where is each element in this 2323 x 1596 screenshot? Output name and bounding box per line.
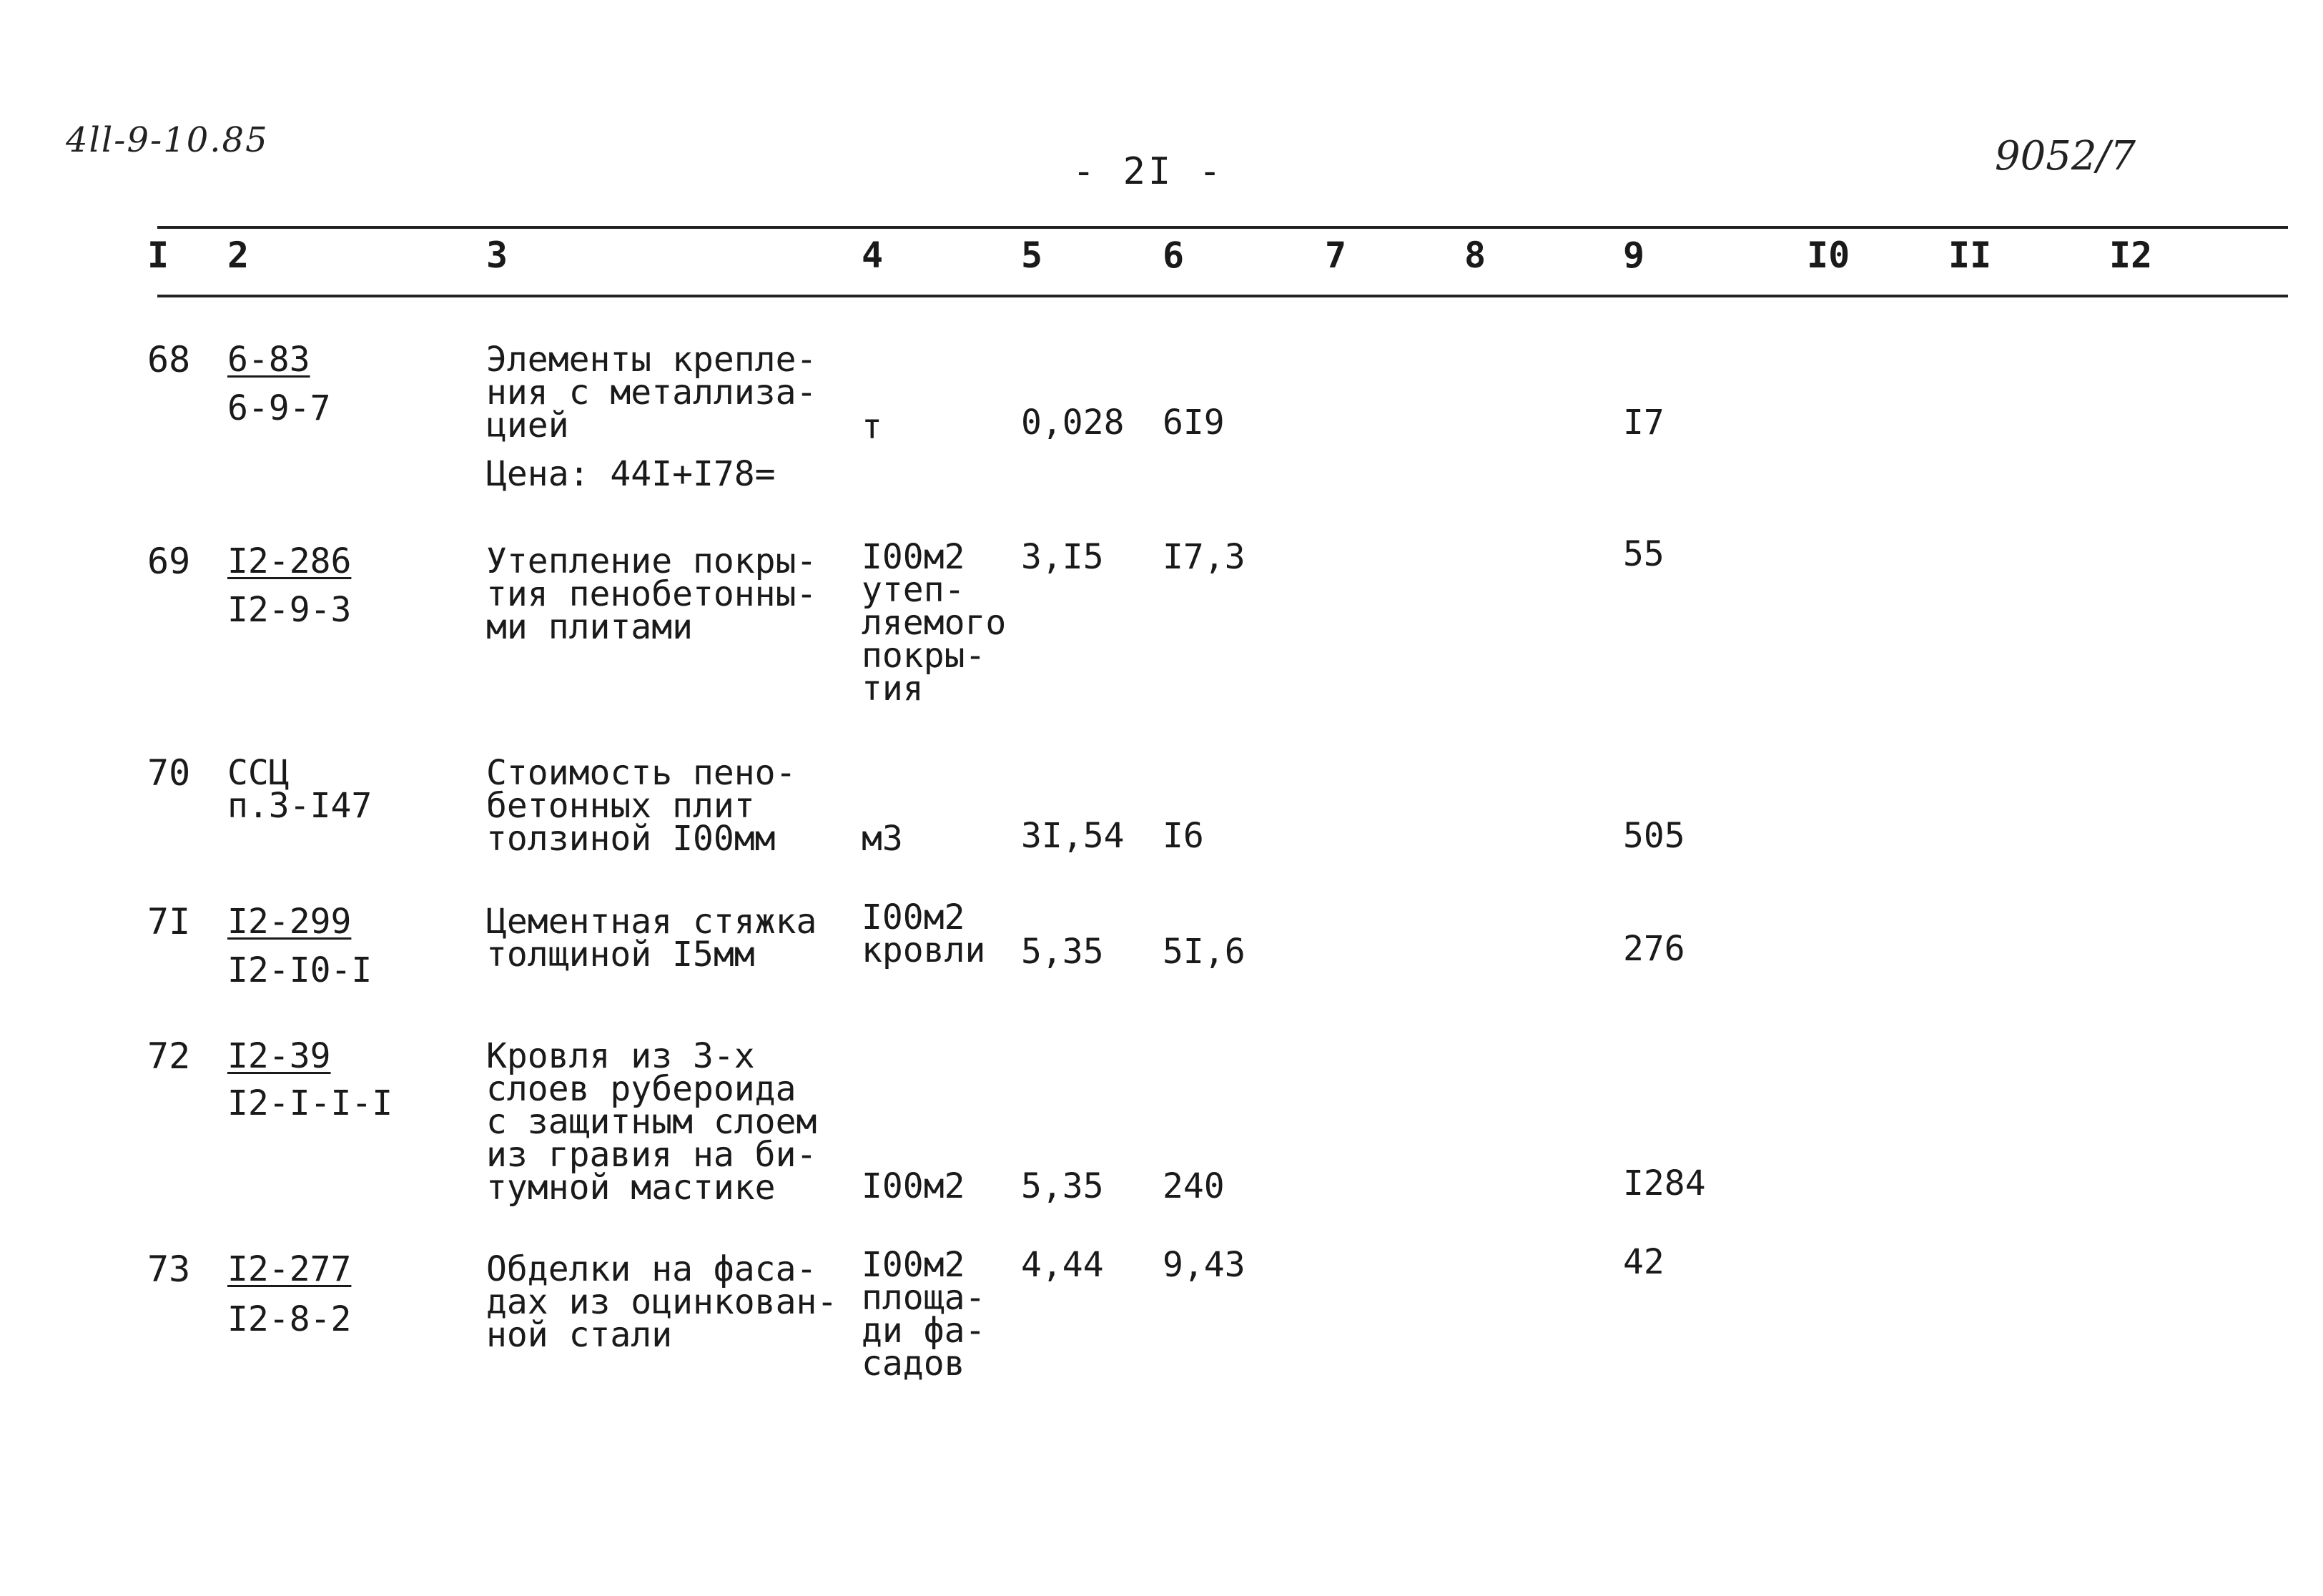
- row-unit: I00м2: [862, 1166, 965, 1206]
- column-header-3: 3: [486, 235, 508, 276]
- document-code: 4ll-9-10.85: [66, 120, 269, 160]
- column-header-1: I: [147, 235, 169, 276]
- row-number: 69: [147, 541, 191, 582]
- row-total: I7: [1623, 403, 1664, 443]
- row-number: 70: [147, 752, 191, 794]
- column-header-5: 5: [1021, 235, 1043, 276]
- row-unit-price: 6I9: [1163, 403, 1225, 443]
- row-code-bottom: I2-9-3: [227, 590, 352, 630]
- column-header-12: I2: [2109, 235, 2153, 276]
- row-description: Элементы крепле- ния с металлиза- цией: [486, 340, 817, 445]
- row-quantity: 0,028: [1021, 403, 1125, 443]
- row-description: Утепление покры- тия пенобетонны- ми плитами: [486, 541, 817, 647]
- row-quantity: 3I,54: [1021, 816, 1125, 856]
- row-quantity: 3,I5: [1021, 537, 1104, 577]
- column-header-7: 7: [1325, 235, 1347, 276]
- row-code-top: I2-39: [227, 1036, 331, 1076]
- row-quantity: 5,35: [1021, 1166, 1104, 1206]
- row-total: I284: [1623, 1163, 1706, 1203]
- table-top-rule: [157, 226, 2288, 229]
- row-code-top: ССЦ: [227, 753, 290, 793]
- row-unit: I00м2 площа- ди фа- садов: [862, 1245, 986, 1384]
- row-total: 505: [1623, 816, 1685, 856]
- row-code-bottom: I2-8-2: [227, 1299, 352, 1339]
- row-number: 72: [147, 1035, 191, 1077]
- column-header-4: 4: [862, 235, 884, 276]
- row-code-top: I2-277: [227, 1249, 352, 1289]
- row-description: Кровля из 3-х слоев рубероида с защитным слоем из гравия на би- тумной мастике: [486, 1036, 817, 1208]
- row-unit-price: 9,43: [1163, 1245, 1246, 1285]
- row-unit-price: 240: [1163, 1166, 1225, 1206]
- row-number: 73: [147, 1248, 191, 1290]
- row-quantity: 4,44: [1021, 1245, 1104, 1285]
- row-unit: I00м2 кровли: [862, 897, 986, 970]
- row-total: 276: [1623, 929, 1685, 969]
- row-unit-price: I7,3: [1163, 537, 1246, 577]
- row-unit-price: I6: [1163, 816, 1204, 856]
- row-total: 55: [1623, 534, 1664, 574]
- row-unit: м3: [862, 819, 903, 859]
- row-code-top: 6-83: [227, 340, 310, 380]
- column-header-2: 2: [227, 235, 250, 276]
- row-price-note: Цена: 44I+I78=: [486, 454, 776, 494]
- column-header-10: I0: [1807, 235, 1850, 276]
- row-total: 42: [1623, 1242, 1664, 1282]
- row-code-bottom: п.3-I47: [227, 786, 373, 826]
- column-header-9: 9: [1623, 235, 1645, 276]
- row-code-top: I2-299: [227, 902, 352, 942]
- row-code-top: I2-286: [227, 541, 352, 581]
- row-quantity: 5,35: [1021, 932, 1104, 972]
- row-unit-price: 5I,6: [1163, 932, 1246, 972]
- row-number: 68: [147, 339, 191, 380]
- row-unit: т: [862, 407, 882, 447]
- column-header-6: 6: [1163, 235, 1185, 276]
- row-description: Стоимость пено- бетонных плит толзиной I00мм: [486, 753, 796, 859]
- table-header-rule: [157, 295, 2288, 297]
- row-code-bottom: 6-9-7: [227, 388, 331, 428]
- row-description: Обделки на фаса- дах из оцинкован- ной стали: [486, 1249, 838, 1355]
- column-header-8: 8: [1464, 235, 1486, 276]
- row-code-bottom: I2-I-I-I: [227, 1083, 393, 1123]
- column-header-11: II: [1948, 235, 1992, 276]
- row-unit: I00м2 утеп- ляемого покры- тия: [862, 537, 1007, 709]
- document-number: 9052/7: [1995, 133, 2136, 179]
- row-code-bottom: I2-I0-I: [227, 950, 373, 990]
- row-description: Цементная стяжка толщиной I5мм: [486, 902, 817, 975]
- row-number: 7I: [147, 901, 191, 942]
- page-number: - 2I -: [1072, 150, 1224, 193]
